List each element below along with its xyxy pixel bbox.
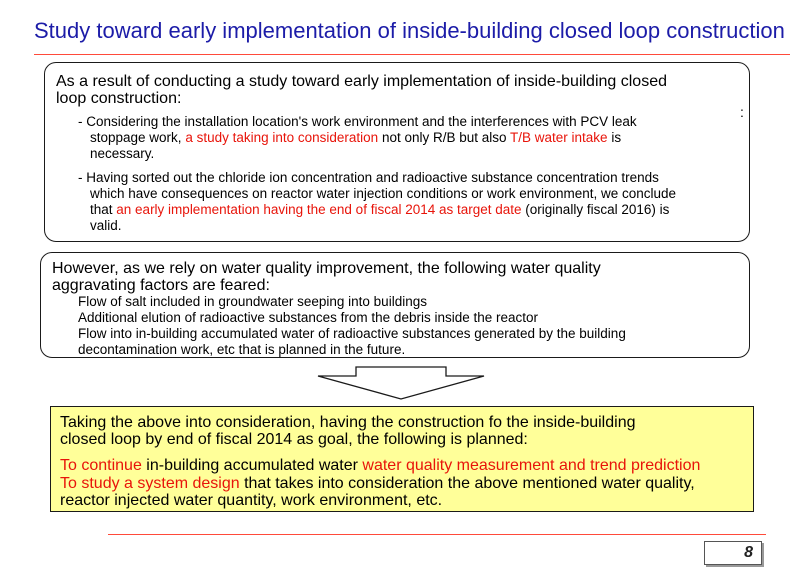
item1-line-3: necessary. <box>90 146 155 161</box>
plan-continue-label: To continue <box>60 457 142 474</box>
down-arrow-icon <box>316 366 486 400</box>
item1-line-1: - Considering the installation location's work environment and the interferences with PCV leak <box>78 114 637 129</box>
plan-measurement-label: water quality measurement and trend prediction <box>362 457 701 474</box>
intro-line-1: As a result of conducting a study toward early implementation of inside-building closed <box>56 73 667 90</box>
factors-intro-line-2: aggravating factors are feared: <box>52 277 270 294</box>
factors-intro-line-1: However, as we rely on water quality improvement, the following water quality <box>52 260 601 277</box>
page-number: 8 <box>744 544 753 561</box>
plan-system-design-label: To study a system design <box>60 475 240 492</box>
item2-line-2: which have consequences on reactor water injection conditions or work environment, we conclude <box>90 186 677 201</box>
plan-intro-line-1: Taking the above into consideration, having the construction fo the inside-building <box>60 414 636 431</box>
plan-item-2: To study a system design that takes into consideration the above mentioned water quality, <box>60 475 695 492</box>
highlight-study: a study taking into consideration <box>185 130 379 145</box>
factor-3-line-2: decontamination work, etc that is planned in the future. <box>78 342 406 357</box>
item2-line-3: that an early implementation having the end of fiscal 2014 as target date (originally fiscal 2016) is <box>90 202 670 217</box>
side-mark: : <box>740 104 744 120</box>
title-divider <box>34 54 790 55</box>
factor-2: Additional elution of radioactive substances from the debris inside the reactor <box>78 310 539 325</box>
plan-item-1: To continue in-building accumulated water water quality measurement and trend prediction <box>60 457 701 474</box>
item1-line-2: stoppage work, a study taking into consideration not only R/B but also T/B water intake is <box>90 130 622 145</box>
item2-line-1: - Having sorted out the chloride ion concentration and radioactive substance concentration trends <box>78 170 659 185</box>
highlight-early-implementation: an early implementation having the end of fiscal 2014 as target date <box>116 202 522 217</box>
intro-line-2: loop construction: <box>56 90 182 107</box>
item2-line-4: valid. <box>90 218 122 233</box>
highlight-tb-intake: T/B water intake <box>510 130 608 145</box>
page-number-box <box>704 541 762 565</box>
page-title: Study toward early implementation of inside-building closed loop construction <box>34 18 785 43</box>
plan-item-2-line-2: reactor injected water quantity, work environment, etc. <box>60 492 443 509</box>
factor-3-line-1: Flow into in-building accumulated water of radioactive substances generated by the building <box>78 326 626 341</box>
plan-intro-line-2: closed loop by end of fiscal 2014 as goal, the following is planned: <box>60 431 528 448</box>
footer-divider <box>108 534 766 535</box>
factor-1: Flow of salt included in groundwater seeping into buildings <box>78 294 427 309</box>
